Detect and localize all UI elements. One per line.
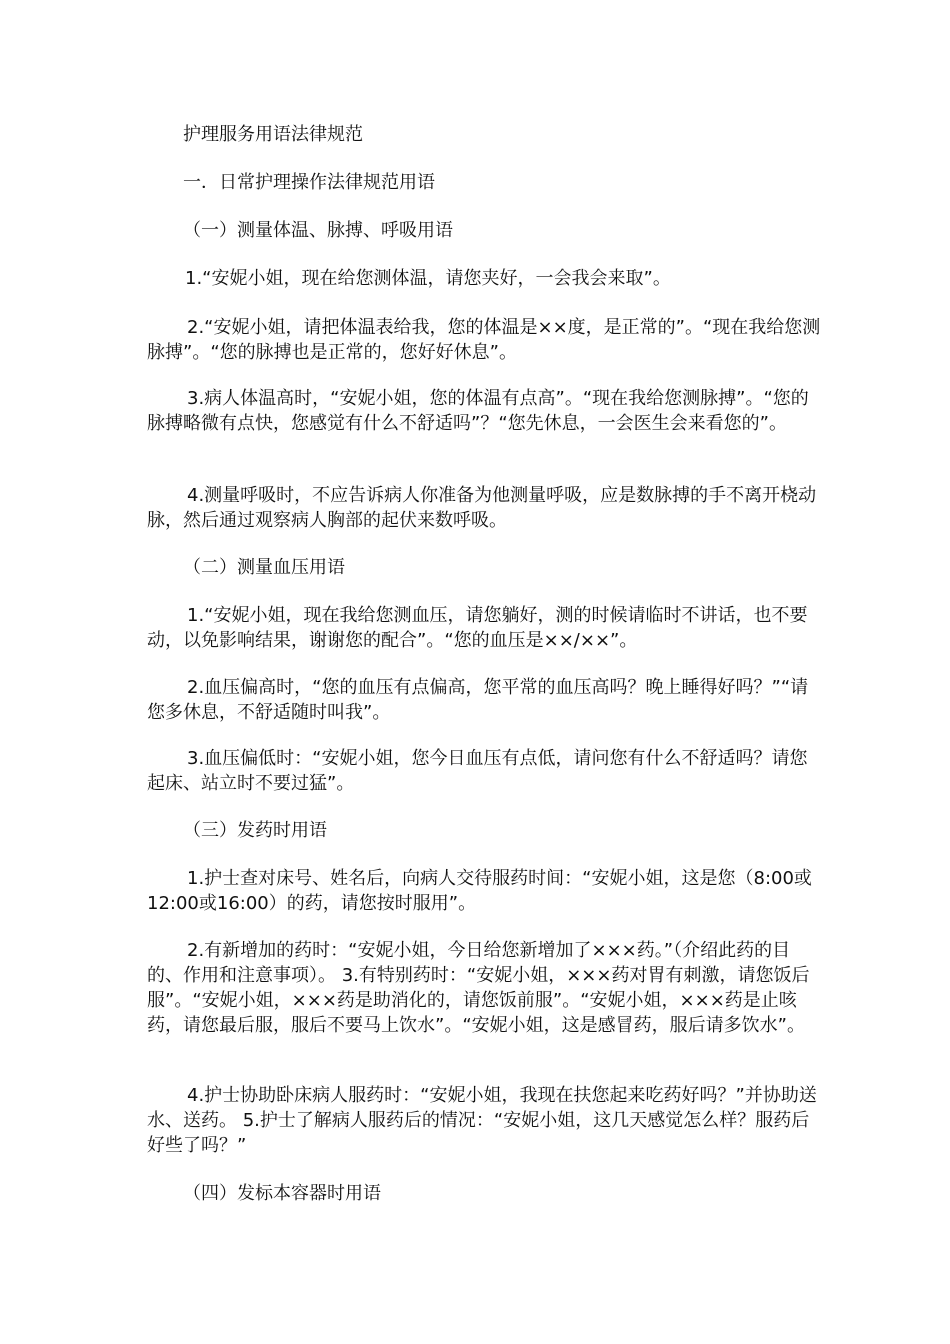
paragraph-3-4: 4.护士协助卧床病人服药时：“安妮小姐，我现在扶您起来吃药好吗？”并协助送水、送药。 5.护士了解病人服药后的情况：“安妮小姐，这几天感觉怎么样？服药后好些了吗？” bbox=[147, 1085, 817, 1156]
paragraph-1-4: 4.测量呼吸时，不应告诉病人你准备为他测量呼吸，应是数脉搏的手不离开桡动脉，然后通过观察病人胸部的起伏来数呼吸。 bbox=[147, 485, 817, 531]
paragraph-2-1: 1.“安妮小姐，现在我给您测血压，请您躺好，测的时候请临时不讲话，也不要动，以免影响结果，谢谢您的配合”。“您的血压是××/××”。 bbox=[147, 605, 808, 651]
subsection-heading-3: （三）发药时用语 bbox=[183, 820, 327, 841]
paragraph-1-3: 3.病人体温高时，“安妮小姐，您的体温有点高”。“现在我给您测脉搏”。“您的脉搏略微有点快，您感觉有什么不舒适吗”？“您先休息，一会医生会来看您的”。 bbox=[147, 388, 809, 434]
paragraph-1-2: 2.“安妮小姐，请把体温表给我，您的体温是××度，是正常的”。“现在我给您测脉搏”。“您的脉搏也是正常的，您好好休息”。 bbox=[147, 317, 821, 363]
document-title: 护理服务用语法律规范 bbox=[183, 124, 363, 145]
subsection-heading-1: （一）测量体温、脉搏、呼吸用语 bbox=[183, 220, 453, 241]
paragraph-3-2: 2.有新增加的药时：“安妮小姐，今日给您新增加了×××药。”（介绍此药的目的、作用和注意事项）。 3.有特别药时：“安妮小姐，×××药对胃有刺激，请您饭后服”。“安妮小姐，×××药是助消化的，请您饭前服”。“安妮小姐，×××药是止咳药，请您最后服，服后不要马上饮水”。“安妮小姐，这是感冒药，服后请多饮水”。 bbox=[147, 940, 810, 1036]
paragraph-2-3: 3.血压偏低时：“安妮小姐，您今日血压有点低，请问您有什么不舒适吗？请您起床、站立时不要过猛”。 bbox=[147, 748, 808, 794]
paragraph-3-1: 1.护士查对床号、姓名后，向病人交待服药时间：“安妮小姐，这是您（8:00或12:00或16:00）的药，请您按时服用”。 bbox=[147, 868, 812, 914]
paragraph-2-2: 2.血压偏高时，“您的血压有点偏高，您平常的血压高吗？晚上睡得好吗？”“请您多休息，不舒适随时叫我”。 bbox=[147, 677, 809, 723]
subsection-heading-2: （二）测量血压用语 bbox=[183, 557, 345, 578]
paragraph-1-1: 1.“安妮小姐，现在给您测体温，请您夹好，一会我会来取”。 bbox=[185, 268, 671, 289]
section-heading-1: 一．日常护理操作法律规范用语 bbox=[183, 172, 435, 193]
subsection-heading-4: （四）发标本容器时用语 bbox=[183, 1183, 381, 1204]
